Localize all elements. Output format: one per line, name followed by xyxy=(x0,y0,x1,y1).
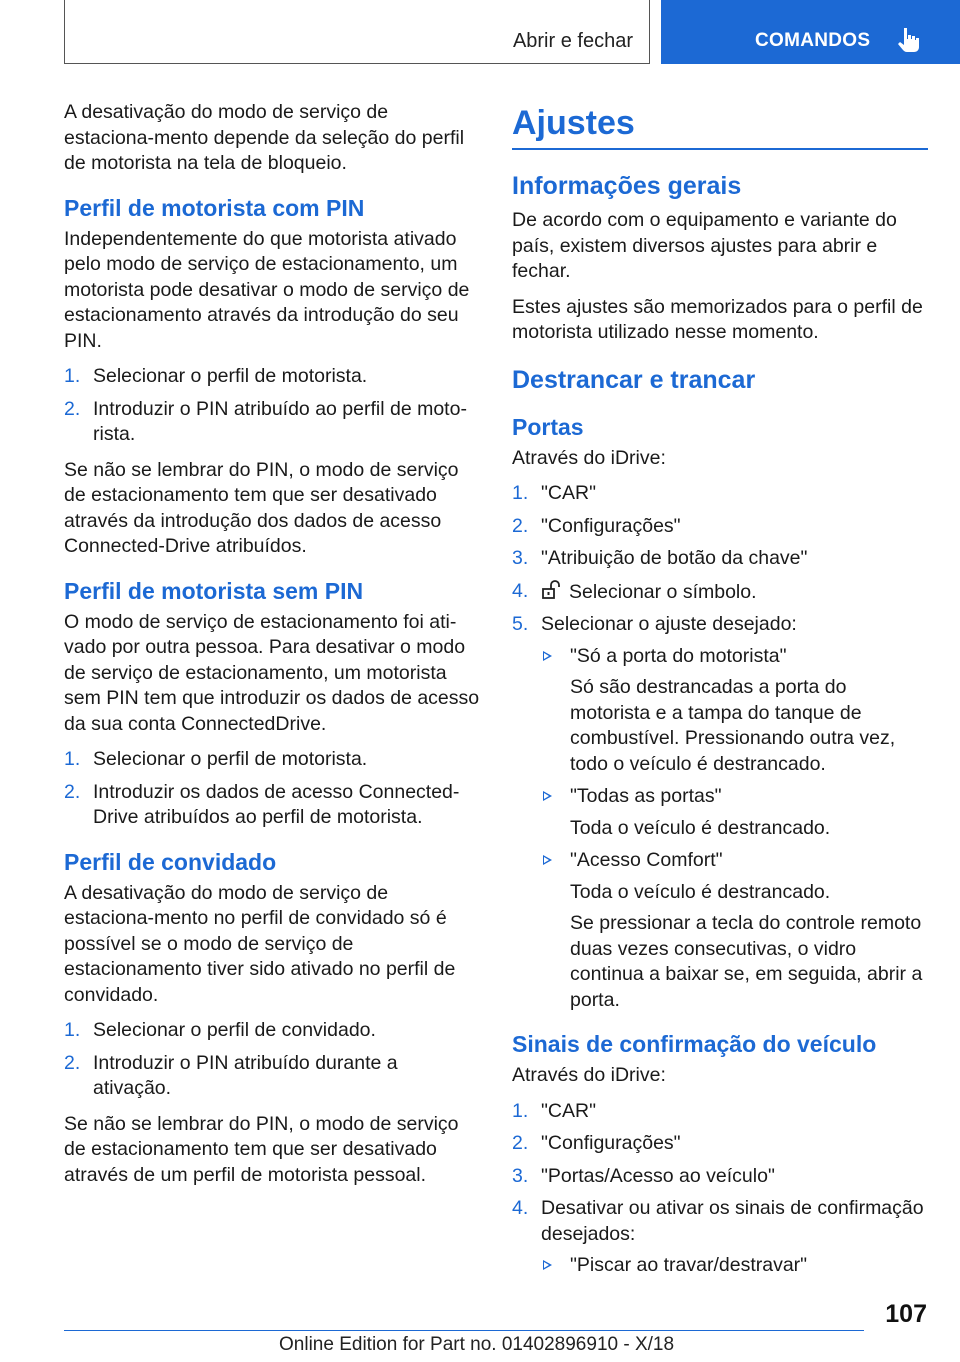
list-item xyxy=(64,1018,480,1044)
step-text: "Portas/Acesso ao veículo" xyxy=(541,1164,775,1187)
step-text: Selecionar o símbolo. xyxy=(569,580,757,603)
step-text: "CAR" xyxy=(541,1099,597,1122)
options-list xyxy=(541,1253,928,1279)
list-item xyxy=(512,612,928,1013)
list-item xyxy=(512,1164,928,1190)
triangle-bullet-icon xyxy=(543,791,552,801)
heading-driver-without-pin: Perfil de motorista sem PIN xyxy=(64,577,364,604)
paragraph: Se não se lembrar do PIN, o modo de serviço de estacionamento tem que ser desativado através de um perfil de motorista pessoal. xyxy=(64,1112,459,1186)
triangle-bullet-icon xyxy=(543,1260,552,1270)
step-text: "Configurações" xyxy=(541,1132,681,1154)
list-item xyxy=(512,1131,928,1157)
step-text: Selecionar o ajuste desejado: xyxy=(541,613,797,635)
heading-confirmation-signals: Sinais de confirmação do veículo xyxy=(512,1031,877,1057)
step-number: 1. xyxy=(64,1019,81,1041)
list-item xyxy=(64,1051,480,1102)
option-item xyxy=(541,1253,928,1279)
paragraph: O modo de serviço de estacionamento foi ati-vado por outra pessoa. Para desativar o modo de serviço de estacionamento, um motorista sem PIN tem que introduzir os dados de acesso da sua conta ConnectedDrive. xyxy=(64,610,480,735)
paragraph: A desativação do modo de serviço de estaciona-mento no perfil de convidado só é possível se o modo de serviço de estacionamento tiver sido ativado no perfil de convidado. xyxy=(64,881,456,1006)
paragraph: Através do iDrive: xyxy=(512,1064,666,1086)
list-item xyxy=(64,397,480,448)
list-item xyxy=(64,780,480,831)
heading-general-info: Informações gerais xyxy=(512,172,742,200)
step-number: 4. xyxy=(512,1197,529,1219)
options-list xyxy=(541,644,928,1014)
chapter-title: COMANDOS xyxy=(755,30,871,51)
list-item xyxy=(512,1099,928,1125)
option-item xyxy=(541,784,928,841)
hand-pointer-icon xyxy=(897,26,921,54)
header-chapter-box xyxy=(661,0,960,64)
option-label: "Acesso Comfort" xyxy=(570,849,723,871)
header-section-box xyxy=(64,0,650,64)
step-text: Introduzir os dados de acesso Connected-Drive atribuídos ao perfil de motorista. xyxy=(93,780,460,828)
list-item xyxy=(512,546,928,572)
option-label: "Só a porta do motorista" xyxy=(570,644,787,667)
steps-list xyxy=(512,1099,928,1279)
step-text: "CAR" xyxy=(541,482,597,504)
option-description: Toda o veículo é destrancado. xyxy=(570,816,831,839)
list-item xyxy=(512,514,928,540)
option-label: "Piscar ao travar/destravar" xyxy=(570,1254,808,1276)
footer-divider xyxy=(64,1330,864,1331)
step-number: 2. xyxy=(512,1132,529,1154)
step-number: 5. xyxy=(512,613,529,635)
steps-list xyxy=(64,364,480,448)
list-item xyxy=(64,747,480,773)
step-text: "Atribuição de botão da chave" xyxy=(541,547,808,569)
option-description: Se pressionar a tecla do controle remoto duas vezes consecutivas, o vidro continua a baixar se, em seguida, abrir a porta. xyxy=(570,912,923,1011)
steps-list xyxy=(64,747,480,831)
paragraph: Independentemente do que motorista ativado pelo modo de serviço de estacionamento, um motorista pode desativar o modo de serviço de estacionamento através da introdução do seu PIN. xyxy=(64,227,470,352)
triangle-bullet-icon xyxy=(543,651,552,661)
step-text: Selecionar o perfil de motorista. xyxy=(93,748,368,770)
page-number: 107 xyxy=(885,1300,927,1328)
heading-unlock-lock: Destrancar e trancar xyxy=(512,365,756,394)
step-number: 1. xyxy=(64,748,81,770)
footer-edition-text: Online Edition for Part no. 01402896910 - X/18 xyxy=(279,1334,675,1355)
list-item xyxy=(64,364,480,390)
steps-list xyxy=(512,481,928,1013)
heading-doors: Portas xyxy=(512,413,584,440)
option-description: Toda o veículo é destrancado. xyxy=(570,880,831,903)
step-number: 2. xyxy=(64,1051,81,1074)
option-item xyxy=(541,644,928,778)
step-number: 2. xyxy=(64,397,81,420)
step-text: Selecionar o perfil de convidado. xyxy=(93,1019,376,1041)
step-number: 1. xyxy=(64,365,81,387)
list-item xyxy=(512,579,928,606)
heading-guest-profile: Perfil de convidado xyxy=(64,848,277,875)
page-title: Ajustes xyxy=(512,100,928,150)
step-number: 4. xyxy=(512,579,529,602)
step-number: 2. xyxy=(512,514,529,537)
heading-driver-with-pin: Perfil de motorista com PIN xyxy=(64,194,365,221)
right-column xyxy=(512,100,928,1289)
option-label: "Todas as portas" xyxy=(570,785,722,807)
paragraph: Se não se lembrar do PIN, o modo de serviço de estacionamento tem que ser desativado através da introdução dos dados de acesso Connected-Drive atribuídos. xyxy=(64,458,459,557)
section-title: Abrir e fechar xyxy=(512,30,633,52)
paragraph: Através do iDrive: xyxy=(512,446,666,469)
intro-paragraph: A desativação do modo de serviço de estaciona-mento depende da seleção do perfil de motorista na tela de bloqueio. xyxy=(64,101,465,174)
step-text: Introduzir o PIN atribuído durante a ativação. xyxy=(93,1051,398,1099)
option-item xyxy=(541,848,928,1013)
unlock-icon xyxy=(541,579,563,601)
option-description: Só são destrancadas a porta do motorista e a tampa do tanque de combustível. Pressionando outra vez, todo o veículo é destrancado. xyxy=(570,676,896,775)
steps-list xyxy=(64,1018,480,1102)
list-item xyxy=(512,481,928,507)
step-text: "Configurações" xyxy=(541,514,681,537)
list-item xyxy=(512,1196,928,1279)
step-number: 1. xyxy=(512,1099,529,1122)
step-number: 3. xyxy=(512,547,529,569)
step-text: Selecionar o perfil de motorista. xyxy=(93,365,368,387)
paragraph: De acordo com o equipamento e variante do país, existem diversos ajustes para abrir e fechar. xyxy=(512,209,897,282)
step-text: Desativar ou ativar os sinais de confirmação desejados: xyxy=(541,1197,924,1245)
step-number: 3. xyxy=(512,1164,529,1187)
left-column xyxy=(64,100,480,1198)
triangle-bullet-icon xyxy=(543,855,552,865)
step-text: Introduzir o PIN atribuído ao perfil de moto-rista. xyxy=(93,397,467,445)
paragraph: Estes ajustes são memorizados para o perfil de motorista utilizado nesse momento. xyxy=(512,295,923,343)
step-number: 2. xyxy=(64,780,81,803)
step-number: 1. xyxy=(512,482,529,504)
